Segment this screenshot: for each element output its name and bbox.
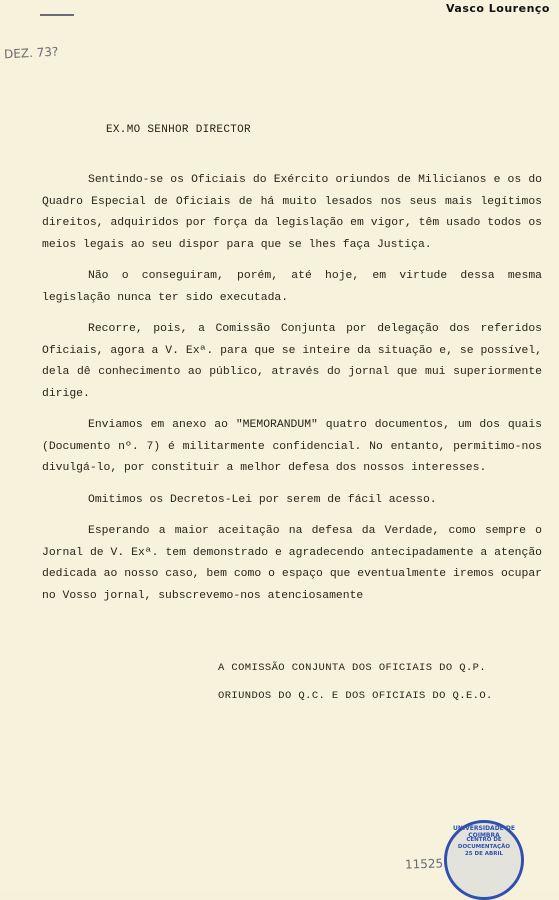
stamp-line-2: DOCUMENTAÇÃO [457,844,511,850]
signature-block [218,654,493,710]
paragraph-6: Esperando a maior aceitação na defesa da Verdade, como sempre o Jornal de V. Exª. tem demonstrado e agradecendo antecipadamente a atenção dedicada ao nosso caso, bem como o espaço que eventualmente iremos ocupar no Vosso jornal, subscrevemo-nos atenciosamente [42,525,542,602]
paragraph-3: Recorre, pois, a Comissão Conjunta por delegação dos referidos Oficiais, agora a V. Exª. para que se inteire da situação e, se possível, dela dê conhecimento ao público, através do jornal que mui superiormente dirige. [42,323,542,400]
pencil-date-note: DEZ. 73? [3,44,59,62]
stamp-center [457,837,511,858]
author-name-header: Vasco Lourenço [446,2,550,15]
document-number: 11525 [404,856,444,872]
letter-body [42,170,542,617]
stamp-line-1: CENTRO DE [466,837,502,843]
stamp-line-3: 25 DE ABRIL [464,851,504,857]
paragraph-2: Não o conseguiram, porém, até hoje, em virtude dessa mesma legislação nunca ter sido executada. [42,270,542,304]
signature-line-1: A COMISSÃO CONJUNTA DOS OFICIAIS DO Q.P. [218,662,487,674]
paragraph-5: Omitimos os Decretos-Lei por serem de fácil acesso. [88,493,437,506]
salutation: EX.MO SENHOR DIRECTOR [106,124,251,136]
paragraph-4: Enviamos em anexo ao "MEMORANDUM" quatro documentos, um dos quais (Documento nº. 7) é militarmente confidencial. No entanto, permitimo-nos divulgá-lo, por constituir a melhor defesa dos nossos interesses. [42,419,542,474]
stamp-ring-text: UNIVERSIDADE DE COIMBRA [453,825,515,839]
signature-line-2: ORIUNDOS DO Q.C. E DOS OFICIAIS DO Q.E.O. [218,690,493,702]
archive-stamp [444,820,524,900]
paragraph-1: Sentindo-se os Oficiais do Exército oriundos de Milicianos e os do Quadro Especial de Oficiais de há muito lesados nos seus mais legítimos direitos, adquiridos por força da legislação em vigor, têm usado todos os meios legais ao seu dispor para que se lhes faça Justiça. [42,174,542,251]
pencil-dash-mark [40,14,74,16]
